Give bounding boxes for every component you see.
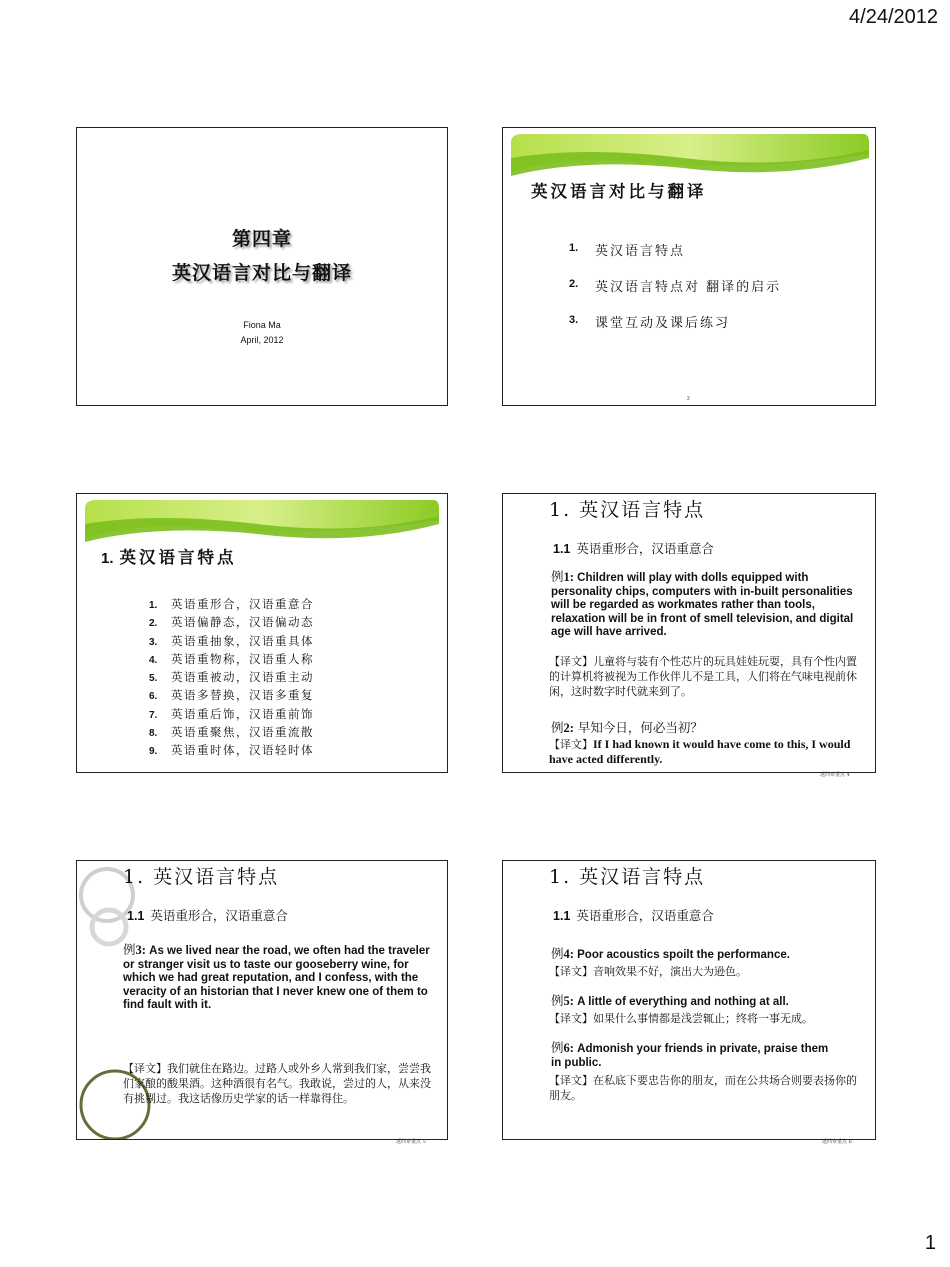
example-2-translation: 【译文】If I had known it would have come to this, I would have acted differently.: [549, 737, 851, 766]
chapter-label: 第四章: [231, 228, 292, 250]
list-item: 2. 英语偏静态，汉语偏动态: [149, 615, 314, 630]
example-3: 例3: As we lived near the road, we often had the traveler or stranger visit us to taste our gooseberry wine, for which we had great reputation, and I confess, with the veracity of an historian that I never knew one of them to find fault with it.: [123, 942, 430, 1012]
page-number: 1: [924, 1232, 936, 1254]
list-item: 1. 英语重形合，汉语重意合: [149, 597, 314, 611]
header-date: 4/24/2012: [849, 6, 938, 28]
slide-6-footer[interactable]: 返回章重点 6: [822, 1139, 852, 1145]
slide-1[interactable]: [76, 127, 448, 406]
list-item: 3. 课堂互动及课后练习: [569, 314, 731, 331]
presentation-date: April, 2012: [240, 335, 284, 345]
slide-heading: 1. 英汉语言特点: [123, 866, 280, 888]
slide-5[interactable]: [76, 860, 448, 1140]
slide-2[interactable]: [502, 127, 876, 406]
slide-heading: 1. 英汉语言特点: [549, 499, 706, 521]
list-item: 1. 英汉语言特点: [569, 242, 686, 259]
example-6: 例6: Admonish your friends in private, praise them in public.: [551, 1040, 829, 1069]
example-5-translation: 【译文】如果什么事情都是浅尝辄止；终将一事无成。: [549, 1012, 813, 1025]
slide-3[interactable]: [76, 493, 448, 773]
list-item: 7. 英语重后饰，汉语重前饰: [149, 706, 314, 721]
example-1-translation: 【译文】儿童将与装有个性芯片的玩具娃娃玩耍，具有个性内置的计算机将被视为工作伙伴儿不是工具，人们将在气味电视前休闲，这时数字时代就来到了。: [549, 655, 857, 698]
list-item: 9. 英语重时体，汉语轻时体: [149, 743, 314, 758]
slide-6[interactable]: [502, 860, 876, 1140]
example-3-translation: 【译文】我们就住在路边。过路人或外乡人常到我们家，尝尝我们家酿的酸果酒。这种酒很有名气。我敢说，尝过的人，从来没有挑剔过。我这话像历史学家的话一样靠得住。: [123, 1062, 431, 1105]
example-4: 例4: Poor acoustics spoilt the performance.: [551, 946, 790, 961]
section-subtitle: 1.1 英语重形合，汉语重意合: [553, 541, 714, 556]
author: Fiona Ma: [243, 320, 281, 330]
section-subtitle: 1.1 英语重形合，汉语重意合: [127, 908, 288, 923]
list-item: 5. 英语重被动，汉语重主动: [149, 670, 314, 685]
example-5: 例5: A little of everything and nothing at all.: [551, 993, 789, 1008]
list-item: 4. 英语重物称，汉语重人称: [149, 651, 314, 666]
list-item: 8. 英语重聚焦，汉语重流散: [149, 725, 314, 740]
slide-heading: 1. 英汉语言特点: [549, 866, 706, 888]
list-item: 2. 英汉语言特点对 翻译的启示: [569, 278, 782, 295]
example-6-translation: 【译文】在私底下要忠告你的朋友，而在公共场合则要表扬你的朋友。: [549, 1074, 857, 1102]
slide-title: 英汉语言对比与翻译: [171, 262, 352, 284]
example-4-translation: 【译文】音响效果不好，演出大为逊色。: [549, 965, 747, 978]
slide-4[interactable]: [502, 493, 876, 773]
slide-5-footer[interactable]: 返回章重点 5: [396, 1139, 426, 1145]
section-subtitle: 1.1 英语重形合，汉语重意合: [553, 908, 714, 923]
outline-list: [569, 240, 781, 348]
slide-4-footer[interactable]: 返回章重点 4: [820, 772, 850, 778]
list-item: 6. 英语多替换，汉语多重复: [149, 688, 314, 703]
feature-list: [149, 596, 314, 761]
slide-title: 英汉语言对比与翻译: [531, 182, 707, 201]
example-2: 例2: 早知今日，何必当初？: [551, 720, 703, 735]
example-1: 例1: Children will play with dolls equipped with personality chips, computers with in-built personalities will be regarded as workmates rather than tools, relaxation will be in front of smell television, and digital age will have arrived.: [551, 569, 854, 639]
list-item: 3. 英语重抽象，汉语重具体: [149, 633, 314, 648]
slide-title: 1. 英汉语言特点: [101, 548, 237, 567]
slide-number: 2: [687, 396, 690, 402]
